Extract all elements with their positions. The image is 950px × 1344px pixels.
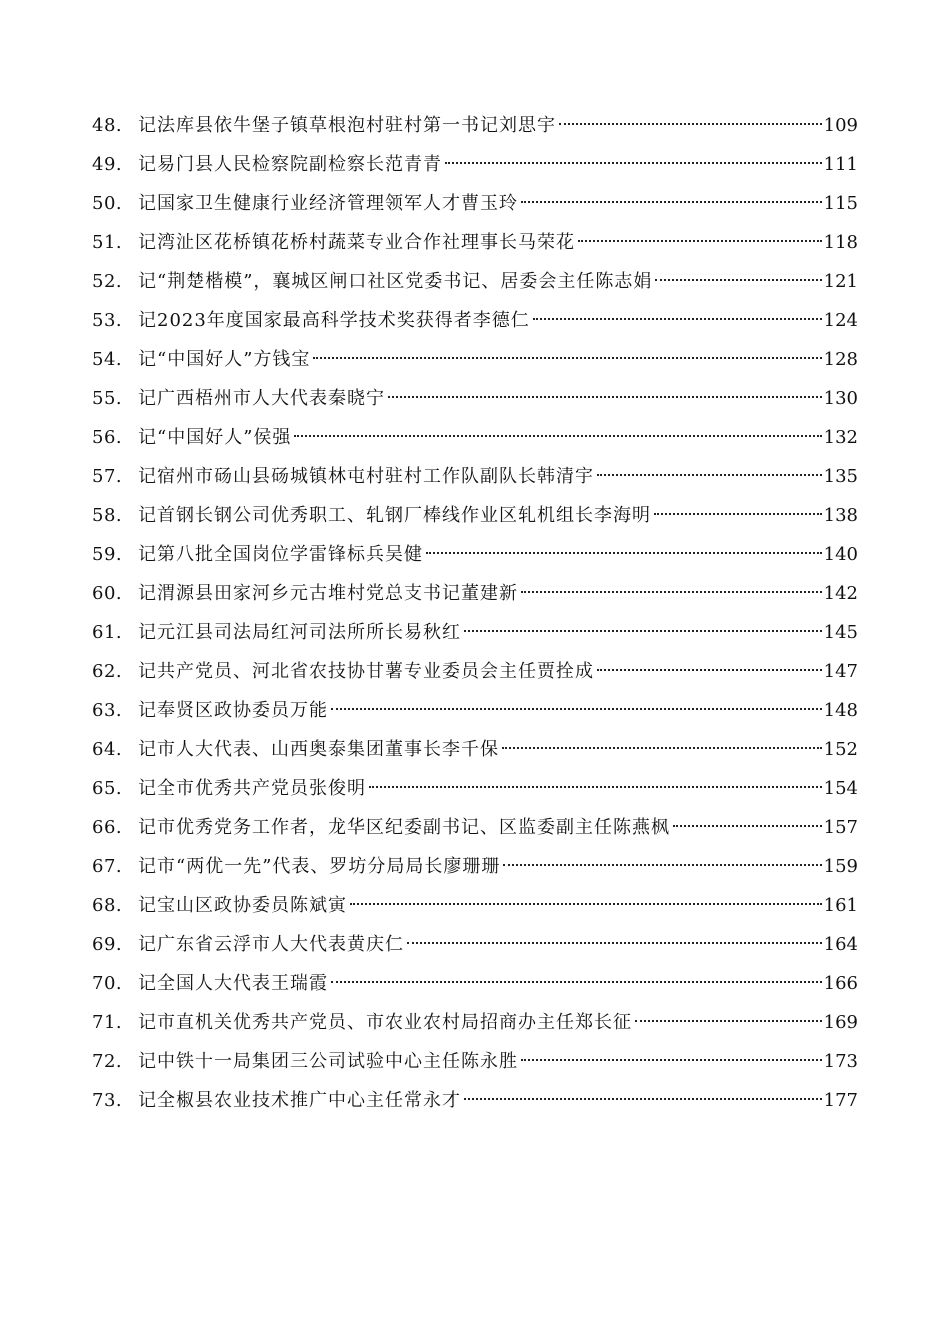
toc-entry-number: 52.: [92, 271, 123, 292]
toc-entry-number: 53.: [92, 310, 123, 331]
toc-entry-title: 记广东省云浮市人大代表黄庆仁: [138, 934, 404, 955]
toc-entry[interactable]: [92, 223, 858, 262]
toc-entry-page-number: 148: [823, 700, 858, 721]
toc-entry[interactable]: [92, 535, 858, 574]
toc-entry-number: 60.: [92, 583, 123, 604]
toc-dot-leader: [597, 474, 822, 476]
toc-entry-page-number: 118: [823, 232, 858, 253]
toc-entry[interactable]: [92, 925, 858, 964]
toc-entry[interactable]: [92, 613, 858, 652]
toc-dot-leader: [578, 240, 822, 242]
toc-entry-page-number: 142: [823, 583, 858, 604]
toc-entry[interactable]: [92, 574, 858, 613]
toc-entry-number: 63.: [92, 700, 123, 721]
toc-dot-leader: [313, 357, 821, 359]
toc-entry-title: 记市直机关优秀共产党员、市农业农村局招商办主任郑长征: [138, 1012, 632, 1033]
toc-entry-title: 记共产党员、河北省农技协甘薯专业委员会主任贾拴成: [138, 661, 594, 682]
toc-entry-title: 记全国人大代表王瑞霞: [138, 973, 328, 994]
toc-entry-title: 记广西梧州市人大代表秦晓宁: [138, 388, 385, 409]
toc-entry-number: 59.: [92, 544, 123, 565]
toc-entry-number: 54.: [92, 349, 123, 370]
toc-entry[interactable]: [92, 340, 858, 379]
toc-entry-title: 记“荆楚楷模”，襄城区闸口社区党委书记、居委会主任陈志娟: [138, 271, 653, 292]
toc-entry[interactable]: [92, 1081, 858, 1120]
toc-entry-page-number: 115: [823, 193, 858, 214]
toc-entry-number: 56.: [92, 427, 123, 448]
toc-entry-number: 64.: [92, 739, 123, 760]
toc-entry-page-number: 132: [823, 427, 858, 448]
toc-entry-page-number: 166: [823, 973, 858, 994]
toc-entry-page-number: 159: [823, 856, 858, 877]
toc-entry-page-number: 177: [823, 1090, 858, 1111]
toc-entry-number: 68.: [92, 895, 123, 916]
toc-entry[interactable]: [92, 457, 858, 496]
toc-entry[interactable]: [92, 847, 858, 886]
toc-dot-leader: [502, 747, 822, 749]
toc-entry-number: 67.: [92, 856, 123, 877]
toc-entry[interactable]: [92, 106, 858, 145]
toc-entry-number: 70.: [92, 973, 123, 994]
toc-dot-leader: [673, 825, 822, 827]
toc-dot-leader: [559, 123, 822, 125]
toc-entry-page-number: 124: [823, 310, 858, 331]
toc-dot-leader: [426, 552, 822, 554]
toc-entry-page-number: 169: [823, 1012, 858, 1033]
toc-entry-page-number: 130: [823, 388, 858, 409]
toc-entry-number: 73.: [92, 1090, 123, 1111]
toc-entry-number: 48.: [92, 115, 123, 136]
toc-entry[interactable]: [92, 301, 858, 340]
toc-entry-title: 记宝山区政协委员陈斌寅: [138, 895, 347, 916]
toc-dot-leader: [521, 591, 822, 593]
toc-entry-title: 记市优秀党务工作者，龙华区纪委副书记、区监委副主任陈燕枫: [138, 817, 670, 838]
toc-entry-number: 72.: [92, 1051, 123, 1072]
toc-entry-number: 61.: [92, 622, 123, 643]
toc-dot-leader: [388, 396, 822, 398]
toc-entry-title: 记市“两优一先”代表、罗坊分局局长廖珊珊: [138, 856, 501, 877]
toc-entry-page-number: 135: [823, 466, 858, 487]
toc-entry[interactable]: [92, 379, 858, 418]
toc-dot-leader: [503, 864, 821, 866]
toc-entry[interactable]: [92, 769, 858, 808]
toc-dot-leader: [521, 201, 822, 203]
toc-entry-title: 记奉贤区政协委员万能: [138, 700, 328, 721]
toc-entry-title: 记国家卫生健康行业经济管理领军人才曹玉玲: [138, 193, 518, 214]
toc-dot-leader: [331, 708, 822, 710]
toc-entry[interactable]: [92, 184, 858, 223]
toc-entry-number: 66.: [92, 817, 123, 838]
toc-entry-number: 50.: [92, 193, 123, 214]
toc-entry-page-number: 173: [823, 1051, 858, 1072]
toc-entry[interactable]: [92, 964, 858, 1003]
toc-entry-page-number: 154: [823, 778, 858, 799]
toc-dot-leader: [655, 279, 821, 281]
toc-entry-title: 记2023年度国家最高科学技术奖获得者李德仁: [138, 310, 530, 331]
toc-entry-number: 51.: [92, 232, 123, 253]
toc-entry-title: 记“中国好人”侯强: [138, 427, 292, 448]
toc-entry-number: 62.: [92, 661, 123, 682]
toc-entry[interactable]: [92, 418, 858, 457]
toc-entry-number: 71.: [92, 1012, 123, 1033]
toc-entry[interactable]: [92, 496, 858, 535]
toc-entry[interactable]: [92, 262, 858, 301]
toc-entry-page-number: 111: [823, 154, 858, 175]
toc-entry-number: 57.: [92, 466, 123, 487]
toc-entry-page-number: 121: [823, 271, 858, 292]
toc-entry-page-number: 140: [823, 544, 858, 565]
toc-dot-leader: [407, 942, 822, 944]
toc-dot-leader: [445, 162, 822, 164]
toc-dot-leader: [464, 630, 822, 632]
toc-entry[interactable]: [92, 691, 858, 730]
table-of-contents: [92, 106, 858, 1120]
toc-entry-title: 记湾沚区花桥镇花桥村蔬菜专业合作社理事长马荣花: [138, 232, 575, 253]
toc-entry-title: 记元江县司法局红河司法所所长易秋红: [138, 622, 461, 643]
toc-dot-leader: [533, 318, 822, 320]
toc-entry-title: 记“中国好人”方钱宝: [138, 349, 311, 370]
toc-dot-leader: [521, 1059, 822, 1061]
toc-entry-number: 55.: [92, 388, 123, 409]
toc-entry[interactable]: [92, 652, 858, 691]
toc-entry-page-number: 128: [823, 349, 858, 370]
toc-entry-title: 记宿州市砀山县砀城镇林屯村驻村工作队副队长韩清宇: [138, 466, 594, 487]
toc-entry[interactable]: [92, 808, 858, 847]
toc-dot-leader: [635, 1020, 822, 1022]
toc-entry-page-number: 138: [823, 505, 858, 526]
toc-entry[interactable]: [92, 730, 858, 769]
toc-dot-leader: [350, 903, 822, 905]
toc-entry-page-number: 152: [823, 739, 858, 760]
toc-dot-leader: [369, 786, 822, 788]
toc-entry-title: 记全市优秀共产党员张俊明: [138, 778, 366, 799]
toc-entry-title: 记法库县依牛堡子镇草根泡村驻村第一书记刘思宇: [138, 115, 556, 136]
toc-entry[interactable]: [92, 1003, 858, 1042]
toc-dot-leader: [597, 669, 822, 671]
toc-entry-page-number: 147: [823, 661, 858, 682]
toc-entry-page-number: 161: [823, 895, 858, 916]
toc-entry-title: 记易门县人民检察院副检察长范青青: [138, 154, 442, 175]
toc-dot-leader: [654, 513, 822, 515]
toc-entry[interactable]: [92, 1042, 858, 1081]
toc-entry-number: 69.: [92, 934, 123, 955]
toc-entry-title: 记全椒县农业技术推广中心主任常永才: [138, 1090, 461, 1111]
toc-entry-title: 记首钢长钢公司优秀职工、轧钢厂棒线作业区轧机组长李海明: [138, 505, 651, 526]
toc-entry-page-number: 145: [823, 622, 858, 643]
toc-entry[interactable]: [92, 886, 858, 925]
toc-dot-leader: [294, 435, 821, 437]
toc-entry-page-number: 164: [823, 934, 858, 955]
toc-entry-title: 记渭源县田家河乡元古堆村党总支书记董建新: [138, 583, 518, 604]
toc-entry-title: 记中铁十一局集团三公司试验中心主任陈永胜: [138, 1051, 518, 1072]
toc-entry-page-number: 157: [823, 817, 858, 838]
toc-entry-title: 记第八批全国岗位学雷锋标兵吴健: [138, 544, 423, 565]
toc-dot-leader: [331, 981, 822, 983]
toc-entry-page-number: 109: [823, 115, 858, 136]
toc-entry-number: 58.: [92, 505, 123, 526]
toc-entry[interactable]: [92, 145, 858, 184]
toc-dot-leader: [464, 1098, 822, 1100]
toc-entry-number: 49.: [92, 154, 123, 175]
toc-entry-number: 65.: [92, 778, 123, 799]
toc-entry-title: 记市人大代表、山西奥泰集团董事长李千保: [138, 739, 499, 760]
